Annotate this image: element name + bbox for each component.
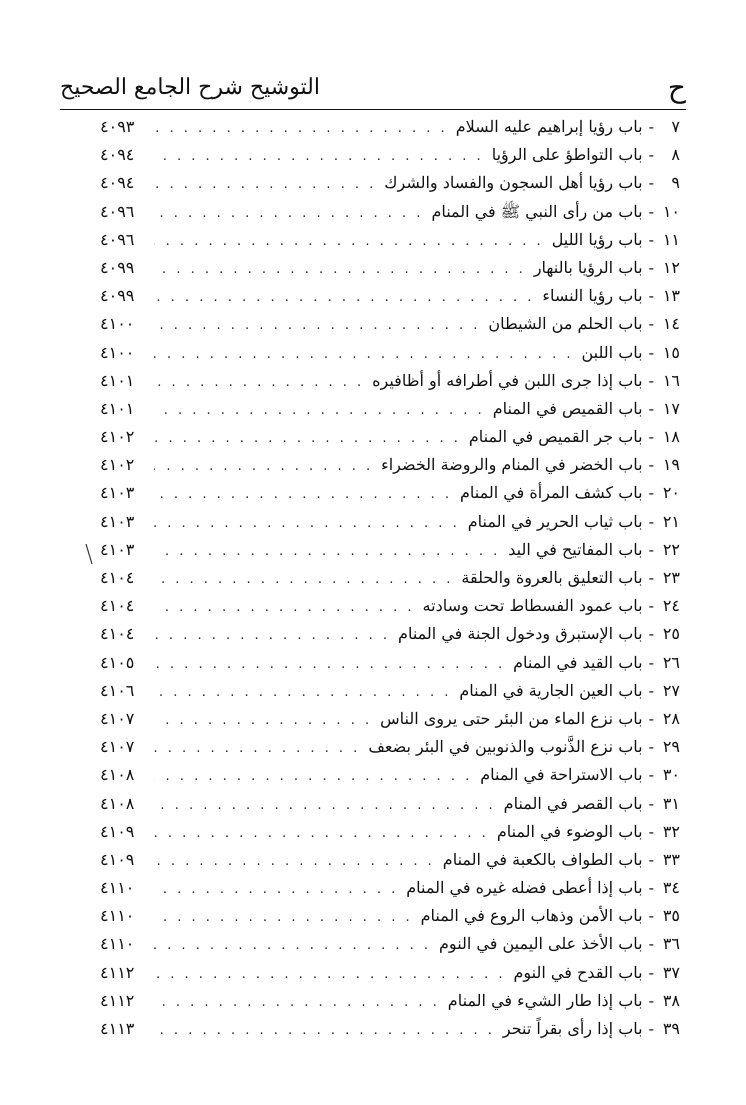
dot-leader: [154, 341, 573, 369]
toc-entry: [100, 451, 680, 479]
entry-separator: -: [648, 765, 654, 785]
dot-leader: [154, 397, 485, 425]
entry-separator: -: [648, 708, 654, 728]
toc-entry: [100, 564, 680, 592]
book-title: التوشيح شرح الجامع الصحيح: [60, 75, 320, 100]
entry-page-number: ٤١٠٧: [100, 708, 135, 728]
entry-number: ٣٤: [662, 878, 680, 898]
entry-number: ١٥: [662, 342, 680, 362]
entry-title: باب رؤيا أهل السجون والفساد والشرك: [384, 173, 643, 193]
toc-entry: [100, 508, 680, 536]
entry-title: باب رؤيا الليل: [551, 229, 643, 249]
entry-number: ٢٣: [662, 568, 680, 587]
toc-entry: [100, 367, 680, 395]
toc-entry: [100, 1015, 680, 1043]
dot-leader: [154, 622, 390, 650]
entry-number: ٩: [671, 173, 680, 193]
dot-leader: [154, 763, 472, 791]
entry-separator: -: [648, 906, 654, 926]
entry-separator: -: [648, 934, 654, 954]
dot-leader: [154, 651, 505, 679]
dot-leader: [154, 707, 372, 735]
dot-leader: [154, 284, 534, 312]
entry-title: باب إذا جرى اللبن في أطرافه أو أظافيره: [372, 370, 643, 390]
entry-separator: -: [648, 878, 654, 898]
dot-leader: [154, 538, 500, 566]
entry-page-number: ٤٠٩٣: [100, 117, 135, 136]
entry-number: ٣٨: [662, 990, 680, 1010]
dot-leader: [154, 453, 373, 481]
dot-leader: [154, 228, 544, 256]
entry-page-number: ٤٠٩٩: [100, 286, 135, 306]
entry-number: ١٧: [662, 398, 680, 418]
toc-entry: [100, 310, 680, 338]
entry-title: باب الأخذ على اليمين في النوم: [439, 934, 643, 954]
entry-separator: -: [648, 145, 654, 165]
entry-page-number: ٤١٠٠: [100, 314, 135, 334]
entry-separator: -: [648, 286, 654, 306]
dot-leader: [154, 961, 506, 989]
entry-separator: -: [648, 257, 654, 277]
toc-entry: [100, 479, 680, 507]
entry-separator: -: [648, 793, 654, 813]
entry-separator: -: [648, 342, 654, 362]
entry-title: باب الاستراحة في المنام: [480, 765, 643, 785]
toc-entry: [100, 339, 680, 367]
entry-number: ٢١: [662, 511, 680, 531]
dot-leader: [154, 848, 435, 876]
toc-entry: [100, 282, 680, 310]
entry-number: ٢٤: [662, 596, 680, 616]
dot-leader: [154, 256, 526, 284]
entry-title: باب القميص في المنام: [492, 398, 643, 418]
dot-leader: [154, 594, 415, 622]
entry-page-number: ٤١٠٣: [100, 483, 135, 503]
toc-entry: [100, 649, 680, 677]
entry-title: باب القدح في النوم: [513, 962, 643, 982]
entry-page-number: ٤١٠٧: [100, 737, 135, 757]
toc-entry: [100, 733, 680, 761]
toc-entry: [100, 423, 680, 451]
entry-separator: -: [648, 370, 654, 390]
dot-leader: [154, 989, 440, 1017]
entry-separator: -: [648, 427, 654, 447]
dot-leader: [154, 566, 453, 594]
entry-title: باب اللبن: [581, 342, 643, 362]
entry-number: ٢٠: [662, 483, 680, 503]
entry-separator: -: [648, 201, 654, 221]
entry-number: ١٢: [662, 257, 680, 277]
entry-number: ٣٥: [662, 906, 680, 926]
entry-title: باب رؤيا النساء: [542, 286, 643, 306]
entry-title: باب إذا رأى بقراً تنحر: [502, 1019, 643, 1038]
entry-page-number: ٤١٠٩: [100, 821, 135, 841]
entry-number: ٨: [671, 145, 680, 165]
toc-entry: [100, 254, 680, 282]
toc-entry: [100, 113, 680, 141]
dot-leader: [154, 115, 448, 143]
entry-number: ٣٢: [662, 821, 680, 841]
toc-entry: [100, 818, 680, 846]
entry-title: باب نزع الذَّنوب والذنوبين في البئر بضعف: [368, 737, 643, 757]
dot-leader: [154, 510, 460, 538]
dot-leader: [154, 904, 413, 932]
entry-number: ٢٨: [662, 708, 680, 728]
entry-page-number: ٤١٠٢: [100, 455, 135, 475]
margin-stroke-mark: [84, 543, 94, 565]
dot-leader: [154, 679, 451, 707]
entry-number: ٢٥: [662, 624, 680, 644]
toc-entry: [100, 536, 680, 564]
entry-number: ١٠: [662, 201, 680, 221]
dot-leader: [154, 481, 452, 509]
entry-number: ٧: [671, 117, 680, 136]
entry-page-number: ٤١٠٢: [100, 427, 135, 447]
entry-number: ١٨: [662, 427, 680, 447]
entry-page-number: ٤١٠٨: [100, 793, 135, 813]
entry-separator: -: [648, 680, 654, 700]
table-of-contents: [100, 113, 680, 1043]
entry-title: باب كشف المرأة في المنام: [460, 483, 643, 503]
entry-number: ١٩: [662, 455, 680, 475]
toc-entry: [100, 902, 680, 930]
entry-page-number: ٤١٠٩: [100, 849, 135, 869]
entry-title: باب إذا طار الشيء في المنام: [447, 990, 643, 1010]
entry-page-number: ٤٠٩٦: [100, 201, 135, 221]
entry-title: باب الخضر في المنام والروضة الخضراء: [381, 455, 643, 475]
toc-entry: [100, 705, 680, 733]
entry-page-number: ٤١٠٤: [100, 568, 135, 587]
dot-leader: [154, 932, 431, 960]
dot-leader: [154, 735, 360, 763]
toc-entry: [100, 395, 680, 423]
dot-leader: [154, 143, 484, 171]
toc-entry: [100, 169, 680, 197]
toc-entry: [100, 141, 680, 169]
entry-title: باب القيد في المنام: [513, 652, 643, 672]
toc-entry: [100, 959, 680, 987]
entry-separator: -: [648, 652, 654, 672]
toc-entry: [100, 987, 680, 1015]
entry-title: باب نزع الماء من البئر حتى يروى الناس: [380, 708, 643, 728]
entry-separator: -: [648, 596, 654, 616]
entry-separator: -: [648, 398, 654, 418]
entry-title: باب الوضوء في المنام: [496, 821, 643, 841]
entry-title: باب المفاتيح في اليد: [508, 539, 643, 559]
entry-separator: -: [648, 821, 654, 841]
entry-page-number: ٤١٠١: [100, 398, 135, 418]
entry-page-number: ٤١٠٨: [100, 765, 135, 785]
entry-title: باب رؤيا إبراهيم عليه السلام: [455, 117, 643, 136]
entry-page-number: ٤٠٩٤: [100, 173, 135, 193]
dot-leader: [154, 876, 398, 904]
entry-page-number: ٤٠٩٩: [100, 257, 135, 277]
entry-page-number: ٤١٠٥: [100, 652, 135, 672]
toc-entry: [100, 677, 680, 705]
entry-title: باب التعليق بالعروة والحلقة: [461, 568, 643, 587]
entry-page-number: ٤١٠٤: [100, 624, 135, 644]
entry-separator: -: [648, 314, 654, 334]
entry-number: ١٤: [662, 314, 680, 334]
entry-title: باب الطواف بالكعبة في المنام: [442, 849, 643, 869]
entry-separator: -: [648, 737, 654, 757]
entry-title: باب عمود الفسطاط تحت وسادته: [422, 596, 643, 616]
entry-title: باب الرؤيا بالنهار: [533, 257, 643, 277]
entry-number: ٣٣: [662, 849, 680, 869]
entry-page-number: ٤١٠٣: [100, 511, 135, 531]
entry-page-number: ٤١١٢: [100, 990, 135, 1010]
entry-title: باب العين الجارية في المنام: [459, 680, 643, 700]
entry-page-number: ٤١١٣: [100, 1019, 135, 1038]
entry-page-number: ٤١١٠: [100, 906, 135, 926]
entry-number: ١٦: [662, 370, 680, 390]
dot-leader: [154, 171, 376, 199]
entry-title: باب ثياب الحرير في المنام: [467, 511, 643, 531]
dot-leader: [154, 1017, 495, 1045]
toc-entry: [100, 761, 680, 789]
entry-separator: -: [648, 455, 654, 475]
toc-entry: [100, 846, 680, 874]
entry-number: ٢٦: [662, 652, 680, 672]
toc-entry: [100, 930, 680, 958]
entry-title: باب الأمن وذهاب الروع في المنام: [420, 906, 643, 926]
entry-title: باب القصر في المنام: [503, 793, 643, 813]
entry-number: ٣٧: [662, 962, 680, 982]
dot-leader: [154, 820, 489, 848]
entry-separator: -: [648, 962, 654, 982]
toc-entry: [100, 226, 680, 254]
entry-title: باب إذا أعطى فضله غيره في المنام: [406, 878, 643, 898]
dot-leader: [154, 369, 364, 397]
running-header: [60, 70, 686, 110]
entry-title: باب الحلم من الشيطان: [488, 314, 643, 334]
entry-page-number: ٤١٠٤: [100, 596, 135, 616]
entry-number: ٣٦: [662, 934, 680, 954]
entry-separator: -: [648, 229, 654, 249]
entry-number: ١٣: [662, 286, 680, 306]
dot-leader: [154, 425, 461, 453]
entry-separator: -: [648, 173, 654, 193]
entry-separator: -: [648, 117, 654, 136]
entry-page-number: ٤٠٩٤: [100, 145, 135, 165]
entry-separator: -: [648, 483, 654, 503]
entry-number: ٢٢: [662, 539, 680, 559]
entry-title: باب الإستبرق ودخول الجنة في المنام: [398, 624, 643, 644]
dot-leader: [154, 312, 480, 340]
entry-number: ٣٠: [662, 765, 680, 785]
entry-separator: -: [648, 624, 654, 644]
entry-separator: -: [648, 849, 654, 869]
entry-page-number: ٤١٠٦: [100, 680, 135, 700]
entry-page-number: ٤١١٠: [100, 934, 135, 954]
entry-separator: -: [648, 1019, 654, 1038]
entry-separator: -: [648, 539, 654, 559]
entry-page-number: ٤١٠٠: [100, 342, 135, 362]
entry-page-number: ٤٠٩٦: [100, 229, 135, 249]
toc-entry: [100, 620, 680, 648]
entry-number: ٣٩: [662, 1019, 680, 1038]
entry-number: ٣١: [662, 793, 680, 813]
entry-number: ١١: [662, 229, 680, 249]
entry-number: ٢٩: [662, 737, 680, 757]
entry-title: باب جر القميص في المنام: [468, 427, 643, 447]
entry-page-number: ٤١١٠: [100, 878, 135, 898]
entry-page-number: ٤١٠١: [100, 370, 135, 390]
entry-title: باب التواطؤ على الرؤيا: [491, 145, 643, 165]
toc-entry: [100, 874, 680, 902]
dot-leader: [154, 200, 423, 228]
entry-separator: -: [648, 568, 654, 587]
entry-page-number: ٤١١٢: [100, 962, 135, 982]
entry-number: ٢٧: [662, 680, 680, 700]
page-letter: ح: [667, 71, 686, 104]
entry-separator: -: [648, 511, 654, 531]
header-rule: [60, 109, 686, 110]
toc-entry: [100, 790, 680, 818]
entry-title: باب من رأى النبي ﷺ في المنام: [431, 201, 643, 221]
toc-entry: [100, 592, 680, 620]
entry-separator: -: [648, 990, 654, 1010]
toc-entry: [100, 198, 680, 226]
dot-leader: [154, 792, 496, 820]
entry-page-number: ٤١٠٣: [100, 539, 135, 559]
